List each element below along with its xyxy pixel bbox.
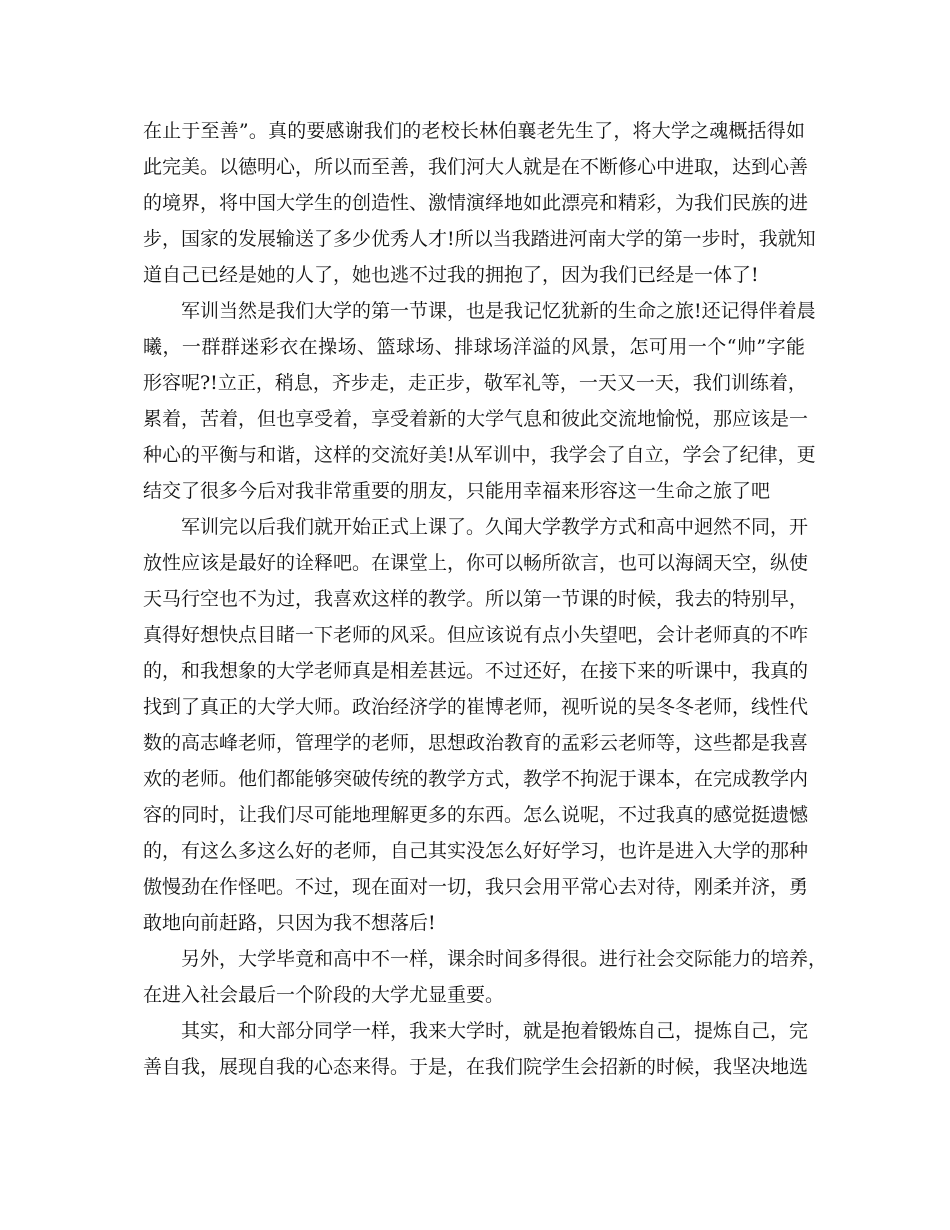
text-line: 形容呢?!立正，稍息，齐步走，走正步，敬军礼等，一天又一天，我们训练着，: [143, 372, 807, 394]
text-line: 傲慢劲在作怪吧。不过，现在面对一切，我只会用平常心去对待，刚柔并济，勇: [143, 876, 809, 898]
text-line: 军训完以后我们就开始正式上课了。久闻大学教学方式和高中迥然不同，开: [181, 516, 809, 538]
text-line: 步，国家的发展输送了多少优秀人才!所以当我踏进河南大学的第一步时，我就知: [143, 228, 816, 250]
text-line: 此完美。以德明心，所以而至善，我们河大人就是在不断修心中进取，达到心善: [143, 156, 809, 178]
text-line: 真得好想快点目睹一下老师的风采。但应该说有点小失望吧，会计老师真的不咋: [143, 624, 809, 646]
text-line: 善自我，展现自我的心态来得。于是，在我们院学生会招新的时候，我坚决地选: [143, 1056, 809, 1078]
text-line: 在止于至善”。真的要感谢我们的老校长林伯襄老先生了，将大学之魂概括得如: [143, 120, 805, 142]
text-line: 的，和我想象的大学老师真是相差甚远。不过还好，在接下来的听课中，我真的: [143, 660, 809, 682]
text-line: 敢地向前赶路，只因为我不想落后!: [143, 912, 436, 934]
text-line: 的境界，将中国大学生的创造性、激情演绎地如此漂亮和精彩，为我们民族的进: [143, 192, 809, 214]
text-line: 种心的平衡与和谐，这样的交流好美!从军训中，我学会了自立，学会了纪律，更: [143, 444, 816, 466]
text-line: 数的高志峰老师，管理学的老师，思想政治教育的孟彩云老师等，这些都是我喜: [143, 732, 809, 754]
text-line: 容的同时，让我们尽可能地理解更多的东西。怎么说呢，不过我真的感觉挺遗憾: [143, 804, 809, 826]
text-line: 结交了很多今后对我非常重要的朋友，只能用幸福来形容这一生命之旅了吧: [143, 480, 771, 502]
text-line: 在进入社会最后一个阶段的大学尤显重要。: [143, 984, 505, 1006]
text-line: 其实，和大部分同学一样，我来大学时，就是抱着锻炼自己，提炼自己，完: [181, 1020, 809, 1042]
document-body: [143, 113, 828, 1085]
text-line: 军训当然是我们大学的第一节课，也是我记忆犹新的生命之旅!还记得伴着晨: [181, 300, 816, 322]
text-line: 曦，一群群迷彩衣在操场、篮球场、排球场洋溢的风景，怎可用一个“帅”字能: [143, 336, 805, 358]
text-line: 累着，苦着，但也享受着，享受着新的大学气息和彼此交流地愉悦，那应该是一: [143, 408, 809, 430]
text-line: 天马行空也不为过，我喜欢这样的教学。所以第一节课的时候，我去的特别早，: [143, 588, 809, 610]
text-line: 道自己已经是她的人了，她也逃不过我的拥抱了，因为我们已经是一体了!: [143, 264, 759, 286]
text-line: 找到了真正的大学大师。政治经济学的崔博老师，视听说的吴冬冬老师，线性代: [143, 696, 809, 718]
text-line: 的，有这么多这么好的老师，自己其实没怎么好好学习，也许是进入大学的那种: [143, 840, 809, 862]
text-line: 放性应该是最好的诠释吧。在课堂上，你可以畅所欲言，也可以海阔天空，纵使: [143, 552, 809, 574]
text-line: 另外，大学毕竟和高中不一样，课余时间多得很。进行社会交际能力的培养，: [181, 948, 828, 970]
text-line: 欢的老师。他们都能够突破传统的教学方式，教学不拘泥于课本，在完成教学内: [143, 768, 809, 790]
